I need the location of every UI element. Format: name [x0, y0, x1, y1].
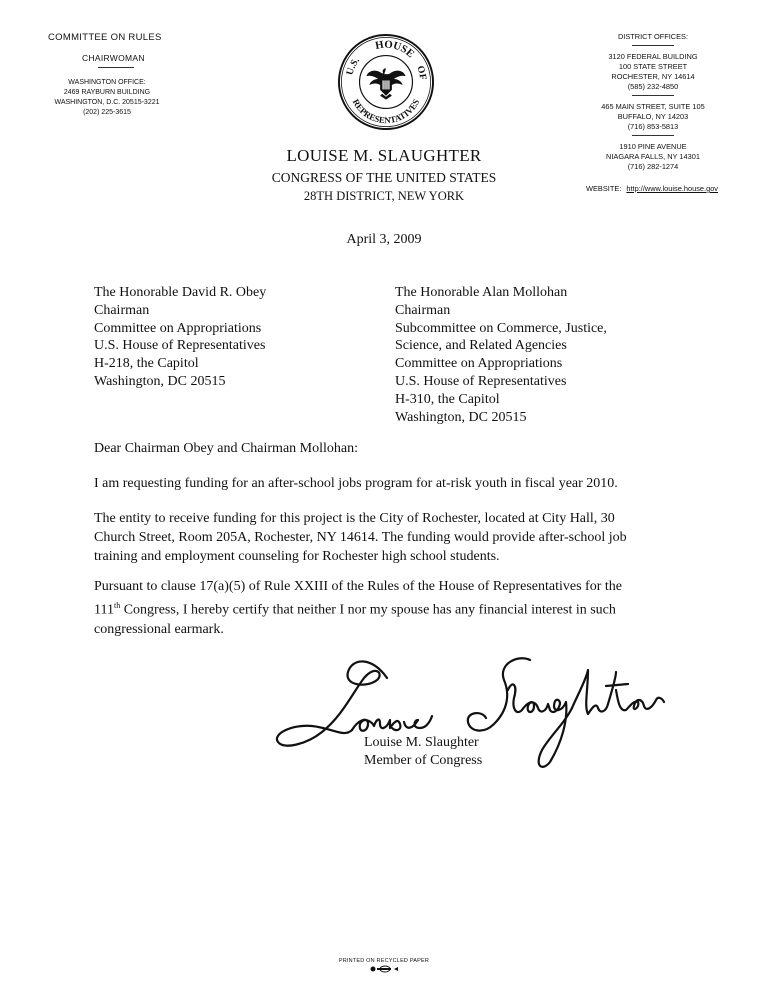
seal-text-right: OF — [414, 64, 429, 81]
office-line: (585) 232-4850 — [627, 82, 679, 91]
committee-name: COMMITTEE ON RULES — [48, 32, 162, 43]
seal-text-left: U.S. — [344, 55, 362, 77]
buffalo-office — [590, 102, 716, 132]
paragraph-line: training and employment counseling for Rochester high school students. — [94, 549, 500, 564]
seal-text-top: HOUSE — [374, 38, 417, 61]
member-name-title: LOUISE M. SLAUGHTER — [286, 146, 482, 165]
body-paragraph-2 — [94, 509, 694, 566]
addressee-right — [395, 284, 607, 426]
office-line: ROCHESTER, NY 14614 — [611, 72, 695, 81]
letter-date: April 3, 2009 — [346, 232, 422, 247]
congress-title: CONGRESS OF THE UNITED STATES — [271, 170, 497, 185]
website-link[interactable]: http://www.louise.house.gov — [626, 184, 719, 193]
office-phone: (202) 225-3615 — [83, 109, 131, 116]
svg-text:U.S. — [344, 55, 362, 77]
address-line: Science, and Related Agencies — [395, 338, 567, 354]
divider — [98, 67, 134, 68]
office-building: 2469 RAYBURN BUILDING — [63, 89, 151, 96]
committee-header — [48, 32, 178, 118]
addressee-left — [94, 284, 266, 391]
address-line: Washington, DC 20515 — [94, 373, 226, 389]
address-line: Chairman — [94, 302, 150, 318]
paragraph-line-rest: Congress, I hereby certify that neither I nor my spouse has any financial interest in such — [120, 602, 616, 618]
divider — [632, 95, 674, 96]
address-line: Committee on Appropriations — [94, 320, 262, 336]
divider — [632, 45, 674, 46]
website-label: WEBSITE: — [586, 184, 622, 193]
district-offices-title: DISTRICT OFFICES: — [617, 32, 689, 41]
office-line: (716) 853-5813 — [627, 122, 679, 131]
address-line: Chairman — [395, 302, 451, 318]
address-line: H-310, the Capitol — [395, 391, 500, 407]
rochester-office — [590, 52, 716, 92]
office-city: WASHINGTON, D.C. 20515-3221 — [54, 99, 160, 106]
svg-text:OF — [414, 64, 428, 80]
paragraph-line — [94, 596, 694, 620]
paragraph-line: Pursuant to clause 17(a)(5) of Rule XXIII of the Rules of the House of Representatives for the — [94, 579, 622, 594]
seal-text-bottom: REPRESENTATIVES — [350, 97, 422, 126]
paragraph-line: The entity to receive funding for this project is the City of Rochester, located at City Hall, 30 — [94, 511, 615, 526]
recycled-paper-icon — [368, 965, 402, 973]
address-line: U.S. House of Representatives — [94, 338, 266, 354]
office-line: 100 STATE STREET — [618, 62, 688, 71]
office-line: (716) 282-1274 — [627, 162, 679, 171]
office-label: WASHINGTON OFFICE: — [68, 79, 146, 86]
washington-office — [48, 78, 166, 118]
signer-name: Louise M. Slaughter — [364, 735, 479, 750]
paragraph-line: Church Street, Room 205A, Rochester, NY 14614. The funding would provide after-school job — [94, 530, 627, 545]
district-title: 28TH DISTRICT, NEW YORK — [303, 189, 465, 203]
body-paragraph-1: I am requesting funding for an after-school jobs program for at-risk youth in fiscal year 2010. — [94, 476, 618, 491]
salutation: Dear Chairman Obey and Chairman Mollohan: — [94, 441, 358, 456]
address-line: Committee on Appropriations — [395, 356, 563, 372]
address-line: Washington, DC 20515 — [395, 409, 527, 425]
congress-number: 111 — [94, 602, 114, 618]
office-line: 465 MAIN STREET, SUITE 105 — [601, 102, 705, 111]
signature-block — [364, 734, 482, 770]
address-line: The Honorable Alan Mollohan — [395, 285, 568, 300]
eagle-icon — [366, 68, 405, 99]
recycled-paper-note: PRINTED ON RECYCLED PAPER — [338, 958, 430, 964]
address-line: H-218, the Capitol — [94, 356, 199, 372]
office-line: 1910 PINE AVENUE — [619, 142, 687, 151]
house-seal-icon — [337, 33, 435, 131]
office-line: 3120 FEDERAL BUILDING — [608, 52, 698, 61]
body-paragraph-3 — [94, 577, 694, 639]
divider — [632, 135, 674, 136]
office-line: BUFFALO, NY 14203 — [617, 112, 689, 121]
address-line: Subcommittee on Commerce, Justice, — [395, 320, 607, 336]
ordinal-suffix: th — [113, 601, 121, 610]
chair-title: CHAIRWOMAN — [82, 53, 145, 63]
address-line: U.S. House of Representatives — [395, 373, 567, 389]
signer-title: Member of Congress — [364, 753, 483, 768]
paragraph-line: congressional earmark. — [94, 621, 224, 637]
address-line: The Honorable David R. Obey — [94, 285, 267, 300]
office-line: NIAGARA FALLS, NY 14301 — [606, 152, 700, 161]
